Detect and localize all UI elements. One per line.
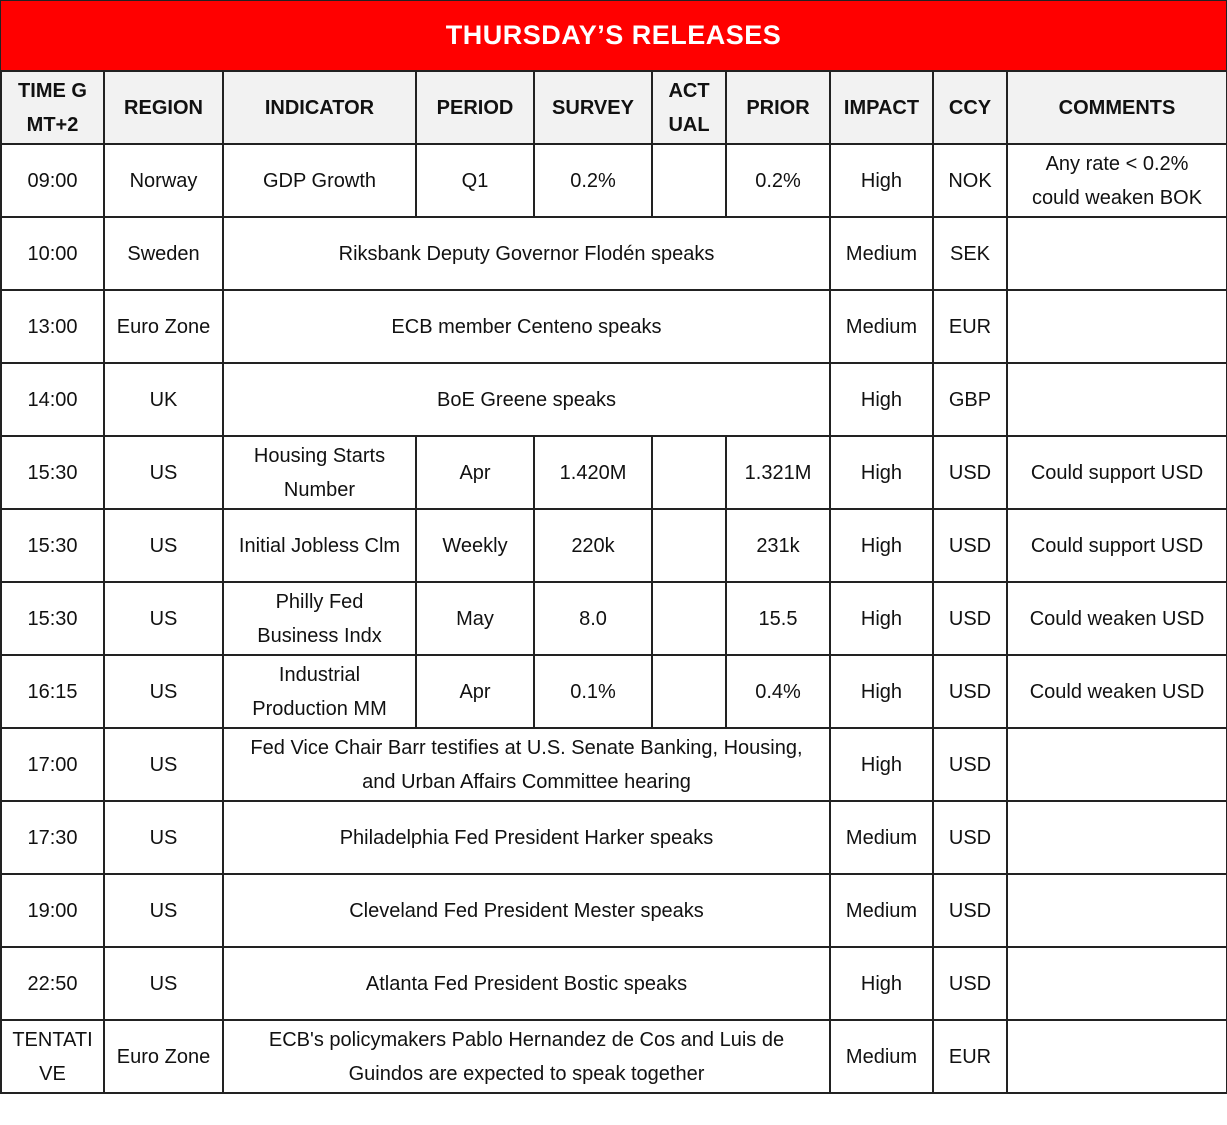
cell-actual: [652, 655, 726, 728]
cell-time: 13:00: [1, 290, 104, 363]
cell-event: Cleveland Fed President Mester speaks: [223, 874, 830, 947]
cell-prior: 1.321M: [726, 436, 830, 509]
table-row: [1, 509, 1227, 582]
cell-impact: Medium: [830, 801, 933, 874]
cell-indicator: GDP Growth: [223, 144, 416, 217]
header-ccy: CCY: [933, 71, 1007, 144]
cell-impact: High: [830, 728, 933, 801]
cell-event: Atlanta Fed President Bostic speaks: [223, 947, 830, 1020]
cell-impact: High: [830, 144, 933, 217]
cell-survey: 0.2%: [534, 144, 652, 217]
cell-event: ECB's policymakers Pablo Hernandez de Cos and Luis de Guindos are expected to speak together: [223, 1020, 830, 1093]
header-region: REGION: [104, 71, 223, 144]
table-row: [1, 582, 1227, 655]
cell-actual: [652, 509, 726, 582]
cell-time: 15:30: [1, 509, 104, 582]
cell-comments: Any rate < 0.2% could weaken BOK: [1007, 144, 1227, 217]
cell-impact: Medium: [830, 290, 933, 363]
cell-indicator: Industrial Production MM: [223, 655, 416, 728]
cell-time: 10:00: [1, 217, 104, 290]
cell-prior: 0.2%: [726, 144, 830, 217]
cell-ccy: USD: [933, 874, 1007, 947]
cell-event: Fed Vice Chair Barr testifies at U.S. Senate Banking, Housing, and Urban Affairs Committee hearing: [223, 728, 830, 801]
table-row: [1, 801, 1227, 874]
header-prior: PRIOR: [726, 71, 830, 144]
table-row: [1, 144, 1227, 217]
cell-prior: 231k: [726, 509, 830, 582]
header-time: TIME GMT+2: [1, 71, 104, 144]
cell-time: 19:00: [1, 874, 104, 947]
table-row: [1, 947, 1227, 1020]
cell-impact: High: [830, 436, 933, 509]
cell-comments: [1007, 1020, 1227, 1093]
cell-ccy: USD: [933, 436, 1007, 509]
header-impact: IMPACT: [830, 71, 933, 144]
cell-region: US: [104, 509, 223, 582]
header-row: [1, 71, 1227, 144]
cell-actual: [652, 436, 726, 509]
cell-indicator: Initial Jobless Clm: [223, 509, 416, 582]
cell-comments: [1007, 801, 1227, 874]
cell-ccy: USD: [933, 801, 1007, 874]
cell-indicator: Philly Fed Business Indx: [223, 582, 416, 655]
cell-ccy: USD: [933, 947, 1007, 1020]
cell-period: May: [416, 582, 534, 655]
table-row: [1, 436, 1227, 509]
cell-ccy: USD: [933, 509, 1007, 582]
cell-region: US: [104, 655, 223, 728]
cell-time: 15:30: [1, 436, 104, 509]
cell-comments: Could weaken USD: [1007, 655, 1227, 728]
cell-time: 17:00: [1, 728, 104, 801]
cell-ccy: EUR: [933, 1020, 1007, 1093]
cell-event: Riksbank Deputy Governor Flodén speaks: [223, 217, 830, 290]
cell-comments: [1007, 728, 1227, 801]
cell-indicator: Housing Starts Number: [223, 436, 416, 509]
header-period: PERIOD: [416, 71, 534, 144]
cell-impact: Medium: [830, 874, 933, 947]
cell-time: 22:50: [1, 947, 104, 1020]
cell-ccy: SEK: [933, 217, 1007, 290]
cell-ccy: NOK: [933, 144, 1007, 217]
cell-impact: High: [830, 582, 933, 655]
cell-comments: [1007, 947, 1227, 1020]
cell-region: US: [104, 947, 223, 1020]
cell-impact: High: [830, 655, 933, 728]
cell-region: US: [104, 874, 223, 947]
cell-region: UK: [104, 363, 223, 436]
table-row: [1, 874, 1227, 947]
cell-region: Norway: [104, 144, 223, 217]
cell-time: 09:00: [1, 144, 104, 217]
cell-prior: 15.5: [726, 582, 830, 655]
cell-survey: 8.0: [534, 582, 652, 655]
header-survey: SURVEY: [534, 71, 652, 144]
header-comments: COMMENTS: [1007, 71, 1227, 144]
cell-comments: [1007, 363, 1227, 436]
cell-survey: 0.1%: [534, 655, 652, 728]
table-title: THURSDAY’S RELEASES: [0, 0, 1227, 71]
cell-impact: Medium: [830, 217, 933, 290]
cell-survey: 1.420M: [534, 436, 652, 509]
releases-table: [0, 70, 1227, 1094]
cell-time: 15:30: [1, 582, 104, 655]
cell-region: US: [104, 801, 223, 874]
cell-actual: [652, 144, 726, 217]
cell-event: Philadelphia Fed President Harker speaks: [223, 801, 830, 874]
table-row: [1, 1020, 1227, 1093]
cell-time: 14:00: [1, 363, 104, 436]
cell-survey: 220k: [534, 509, 652, 582]
cell-comments: [1007, 217, 1227, 290]
cell-time: 17:30: [1, 801, 104, 874]
cell-event: BoE Greene speaks: [223, 363, 830, 436]
cell-ccy: USD: [933, 655, 1007, 728]
table-row: [1, 363, 1227, 436]
cell-comments: Could support USD: [1007, 509, 1227, 582]
cell-comments: Could weaken USD: [1007, 582, 1227, 655]
cell-time: TENTATIVE: [1, 1020, 104, 1093]
table-row: [1, 728, 1227, 801]
header-actual: ACT UAL: [652, 71, 726, 144]
table-row: [1, 290, 1227, 363]
cell-period: Apr: [416, 655, 534, 728]
cell-ccy: GBP: [933, 363, 1007, 436]
header-indicator: INDICATOR: [223, 71, 416, 144]
cell-ccy: USD: [933, 582, 1007, 655]
cell-region: Euro Zone: [104, 290, 223, 363]
table-row: [1, 655, 1227, 728]
cell-time: 16:15: [1, 655, 104, 728]
cell-region: Euro Zone: [104, 1020, 223, 1093]
cell-impact: Medium: [830, 1020, 933, 1093]
cell-region: US: [104, 582, 223, 655]
cell-period: Weekly: [416, 509, 534, 582]
cell-region: US: [104, 436, 223, 509]
cell-ccy: EUR: [933, 290, 1007, 363]
cell-period: Apr: [416, 436, 534, 509]
table-row: [1, 217, 1227, 290]
cell-impact: High: [830, 947, 933, 1020]
cell-period: Q1: [416, 144, 534, 217]
cell-actual: [652, 582, 726, 655]
cell-prior: 0.4%: [726, 655, 830, 728]
cell-region: US: [104, 728, 223, 801]
cell-comments: [1007, 290, 1227, 363]
cell-region: Sweden: [104, 217, 223, 290]
cell-impact: High: [830, 363, 933, 436]
cell-impact: High: [830, 509, 933, 582]
cell-comments: Could support USD: [1007, 436, 1227, 509]
cell-ccy: USD: [933, 728, 1007, 801]
cell-event: ECB member Centeno speaks: [223, 290, 830, 363]
cell-comments: [1007, 874, 1227, 947]
